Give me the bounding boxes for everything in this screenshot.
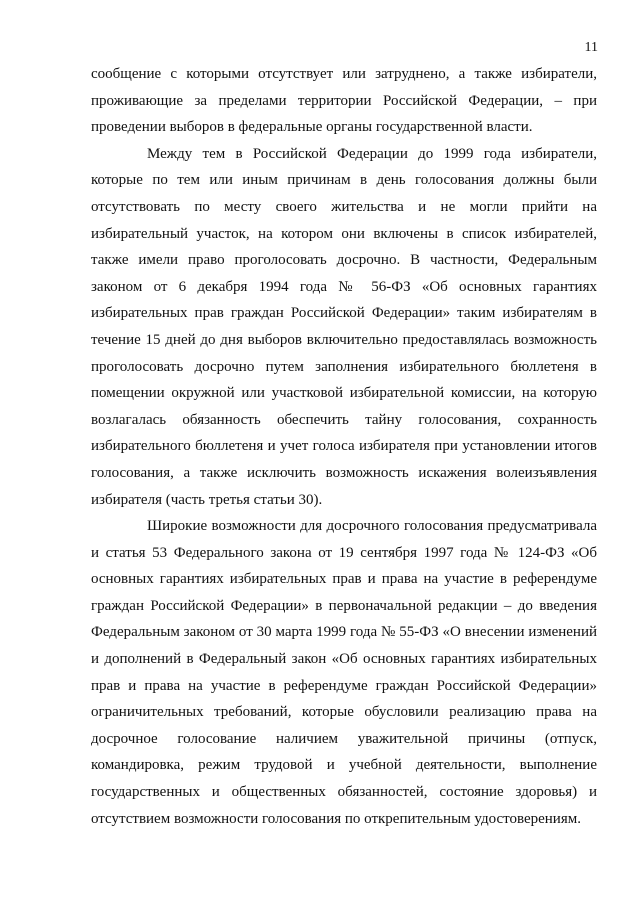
paragraph-early-voting-before-1999: Между тем в Российской Федерации до 1999 года избиратели, которые по тем или иным причинам в день голосования должны были отсутствовать по месту своего жительства и не могли прийти на избирательный участок, на котором они включены в список избирателей, также имели право проголосовать досрочно. В частности, Федеральным законом от 6 декабря 1994 года № 56-ФЗ «Об основных гарантиях избирательных прав граждан Российской Федерации» таким избирателям в течение 15 дней до дня выборов включительно предоставлялась возможность проголосовать досрочно путем заполнения избирательного бюллетеня в помещении окружной или участковой избирательной комиссии, на которую возлагалась обязанность обеспечить тайну голосования, сохранность избирательного бюллетеня и учет голоса избирателя при установлении итогов голосования, а также исключить возможность искажения волеизъявления избирателя (часть третья статьи 30). [91, 145, 597, 508]
paragraph-continuation: сообщение с которыми отсутствует или затруднено, а также избиратели, проживающие за пределами территории Российской Федерации, – при проведении выборов в федеральные органы государственной власти. [91, 66, 597, 136]
paragraph-article-53: Широкие возможности для досрочного голосования предусматривала и статья 53 Федерального закона от 19 сентября 1997 года № 124-ФЗ «Об основных гарантиях избирательных прав и права на участие в референдуме граждан Российской Федерации» в первоначальной редакции – до введения Федеральным законом от 30 марта 1999 года № 55-ФЗ «О внесении изменений и дополнений в Федеральный закон «Об основных гарантиях избирательных прав и права на участие в референдуме граждан Российской Федерации» ограничительных требований, которые обусловили реализацию права на досрочное голосование наличием уважительной причины (отпуск, командировка, режим трудовой и учебной деятельности, выполнение государственных и общественных обязанностей, состояние здоровья) и отсутствием возможности голосования по открепительным удостоверениям. [91, 518, 597, 827]
document-body [91, 61, 597, 832]
page-number: 11 [584, 40, 598, 55]
